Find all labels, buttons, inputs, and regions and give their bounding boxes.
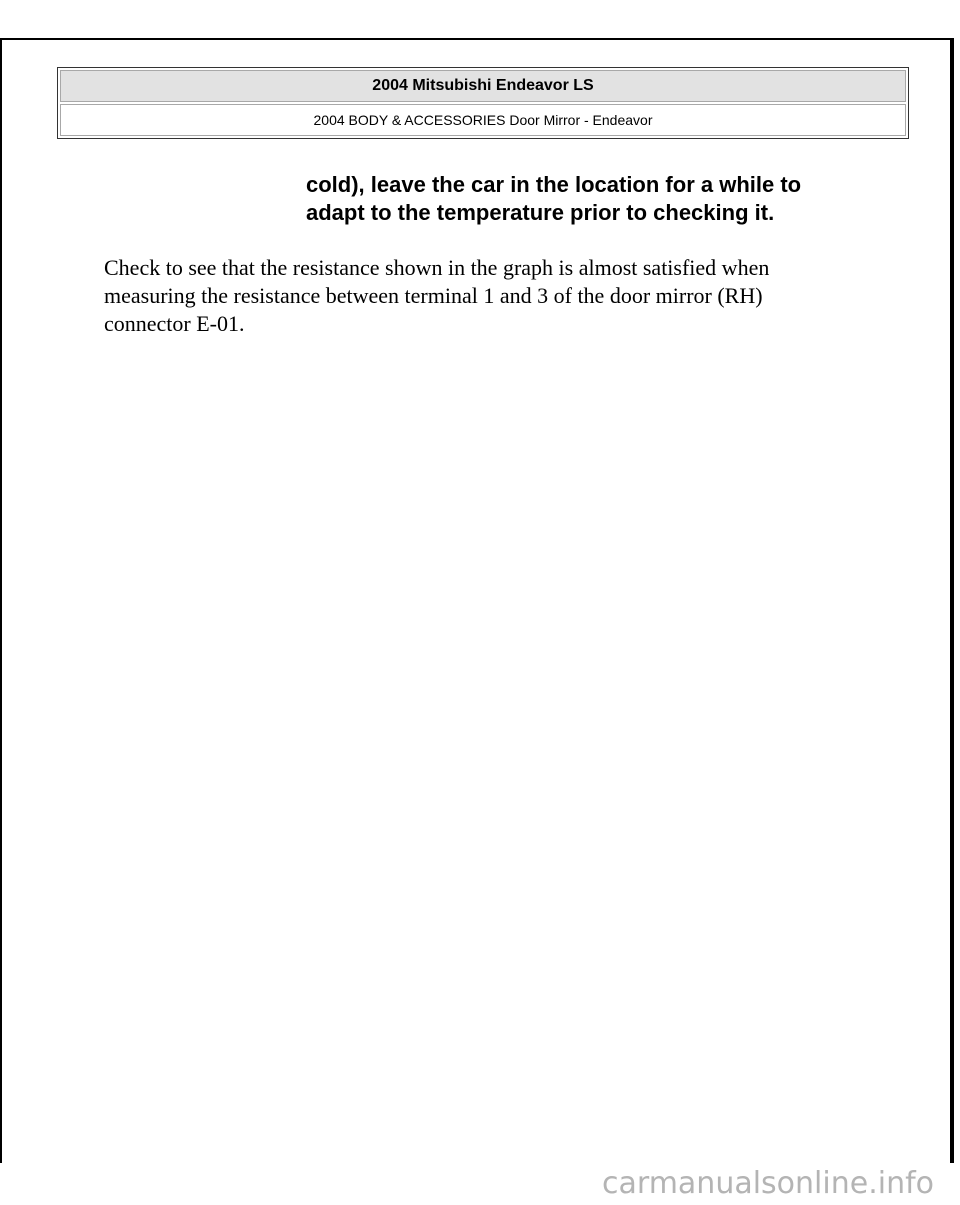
caution-note [306,171,906,227]
paragraph-line: connector E-01. [104,311,245,336]
document-header [57,67,909,139]
watermark-text: carmanualsonline.info [602,1166,934,1201]
note-line: cold), leave the car in the location for a while to [306,172,802,197]
vehicle-title: 2004 Mitsubishi Endeavor LS [60,70,906,102]
paragraph-line: Check to see that the resistance shown in the graph is almost satisfied when [104,255,770,280]
section-subtitle: 2004 BODY & ACCESSORIES Door Mirror - Endeavor [60,104,906,136]
instruction-paragraph [104,254,904,338]
paragraph-line: measuring the resistance between terminal 1 and 3 of the door mirror (RH) [104,283,763,308]
note-line: adapt to the temperature prior to checking it. [306,200,775,225]
